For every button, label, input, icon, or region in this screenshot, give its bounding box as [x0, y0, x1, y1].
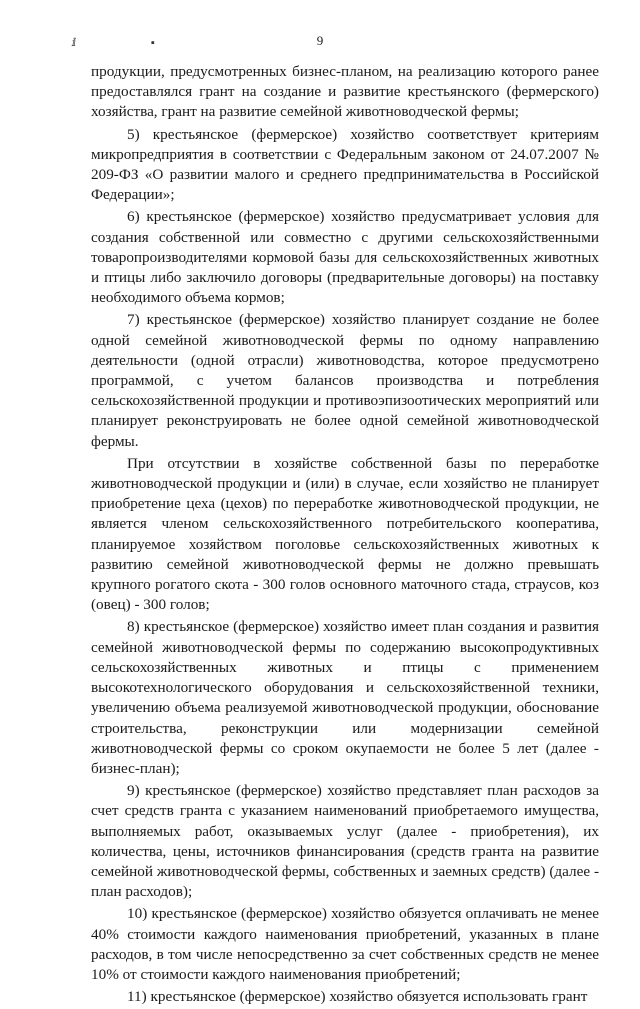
paragraph-livestock-limit: При отсутствии в хозяйстве собственной базы по переработке животноводческой продукции и (или) в случае, если хозяйство не планирует приобретение цеха (цехов) по переработке животноводческой продукции, не является членом сельскохозяйственного потребительского кооператива, планируемое хозяйством поголовье сельскохозяйственных животных к развитию семейной животноводческой фермы не должно превышать крупного рогатого скота - 300 голов основного маточного стада, страусов, коз (овец) - 300 голов;: [91, 454, 599, 614]
paragraph-item-11: 11) крестьянское (фермерское) хозяйство обязуется использовать грант: [127, 988, 588, 1006]
paragraph-item-8: 8) крестьянское (фермерское) хозяйство имеет план создания и развития семейной животноводческой фермы по содержанию высокопродуктивных сельскохозяйственных животных и птицы с применением высокотехнологического оборудования и сельскохозяйственной техники, увеличению объема реализуемой животноводческой продукции, обоснование строительства, реконструкции или модернизации семейной животноводческой фермы со сроком окупаемости не более 5 лет (далее - бизнес-план);: [91, 618, 599, 777]
paragraph-item-6: 6) крестьянское (фермерское) хозяйство предусматривает условия для создания собственной или совместно с другими сельскохозяйственными товаропроизводителями кормовой базы для сельскохозяйственных животных и птицы либо заключило договоры (предварительные договоры) на поставку необходимого объема кормов;: [91, 208, 599, 307]
paragraph-continuation: продукции, предусмотренных бизнес-планом, на реализацию которого ранее предоставлялся грант на создание и развитие крестьянского (фермерского) хозяйства, грант на развитие семейной животноводческой фермы;: [91, 63, 599, 121]
scan-marks: ⅈ ▪: [72, 37, 191, 49]
document-body: [91, 62, 599, 1009]
paragraph-item-5: 5) крестьянское (фермерское) хозяйство соответствует критериям микропредприятия в соответствии с Федеральным законом от 24.07.2007 № 209-ФЗ «О развитии малого и среднего предпринимательства в Российской Федерации»;: [91, 125, 599, 204]
paragraph-item-7: 7) крестьянское (фермерское) хозяйство планирует создание не более одной семейной животноводческой фермы по одному направлению деятельности (одной отрасли) животноводства, которое предусмотрено программой, с учетом балансов производства и потребления сельскохозяйственной продукции и противоэпизоотических мероприятий или планирует реконструировать не более одной семейной животноводческой фермы.: [91, 311, 599, 450]
page-number: 9: [316, 33, 324, 48]
paragraph-item-9: 9) крестьянское (фермерское) хозяйство представляет план расходов за счет средств гранта с указанием наименований приобретаемого имущества, выполняемых работ, оказываемых услуг (далее - приобретения), их количества, цены, источников финансирования (средств гранта на развитие семейной животноводческой фермы, собственных и заемных средств) (далее - план расходов);: [91, 782, 599, 901]
paragraph-item-10: 10) крестьянское (фермерское) хозяйство обязуется оплачивать не менее 40% стоимости каждого наименования приобретений, указанных в плане расходов, в том числе непосредственно за счет собственных средств не менее 10% от стоимости каждого наименования приобретений;: [91, 905, 599, 983]
